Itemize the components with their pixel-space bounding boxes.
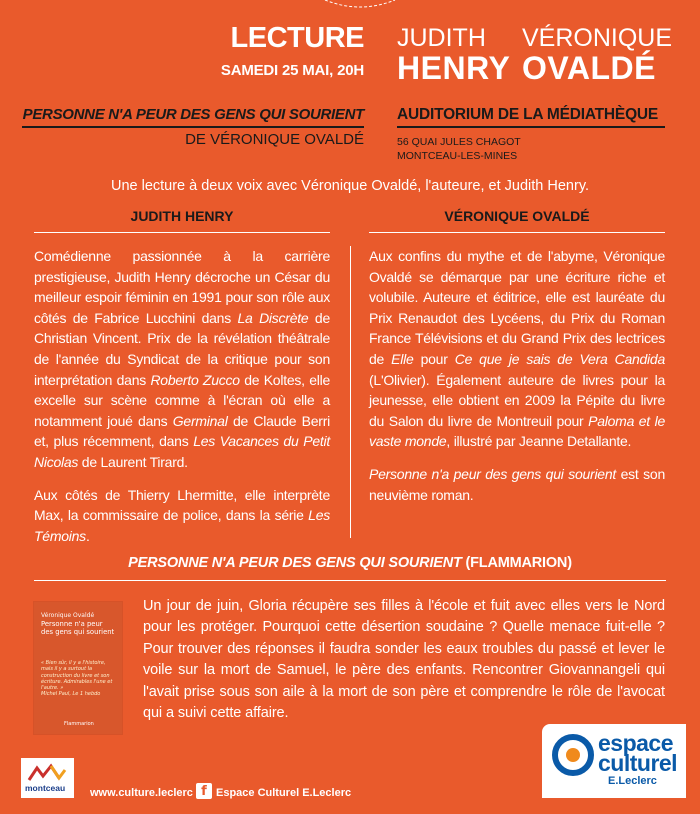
reader2-block <box>522 24 672 87</box>
book-section-heading <box>0 555 700 571</box>
left-column-heading: JUDITH HENRY <box>130 208 234 224</box>
book-section-publisher: (FLAMMARION) <box>461 555 572 571</box>
judith-bio-paragraph-1 <box>34 246 330 473</box>
cover-author: Véronique Ovaldé <box>41 612 95 619</box>
column-divider <box>350 246 351 538</box>
reader1-block <box>397 24 510 87</box>
montceau-logo-text: montceau <box>25 783 66 793</box>
right-heading-rule <box>369 232 665 233</box>
brand-word-culturel: culturel <box>598 750 678 776</box>
play-title: Roberto Zucco <box>150 371 240 388</box>
text-run: est son neuvième roman. <box>369 465 665 503</box>
book-summary: Un jour de juin, Gloria récupère ses filles à l'école et fuit avec elles vers le Nord pour les protéger. Pourquoi cette désertion soudaine ? Quelle menace fuit-elle ? Pour trouver des réponses il faudra sonder les eaux troubles du passé et lever le voile sur la mort de Samuel, le père des enfants. Rencontrer Giovannangeli qui l'avait prise sous son aile à la mort de son père et comprendre le rôle de l'avocat qui a suivi cette affaire. <box>143 598 665 722</box>
espace-culturel-logo <box>542 724 686 798</box>
book-title-underline <box>22 126 364 128</box>
right-column-heading: VÉRONIQUE OVALDÉ <box>444 208 590 224</box>
right-column-text <box>369 246 665 517</box>
book-title-ref: Personne n'a peur des gens qui sourient <box>369 465 617 482</box>
book-cover-image <box>34 602 122 734</box>
text-run: Aux confins du mythe et de l'abyme, Véronique Ovaldé se démarque par une écriture riche et volubile. Auteure et éditrice, elle est lauréate du Prix Renaudot des Lycéens, du Prix du Roman France Télévisions et du Grand Prix des lectrices de <box>369 248 665 367</box>
film-title: Germinal <box>172 412 228 429</box>
film-title: Les Vacances du Petit Nicolas <box>34 433 330 470</box>
text-run: de Koltes, elle excelle sur scène comme à l'écran où elle a notamment joué dans <box>34 371 330 429</box>
facebook-link[interactable]: Espace Culturel E.Leclerc <box>216 787 352 799</box>
magazine-title: Elle <box>391 350 414 367</box>
book-title-ref: Ce que je sais de Vera Candida <box>454 350 665 367</box>
cover-quote-text: « Bien sûr, il y a l'histoire, mais il y a surtout la construction du livre et son écriture. Admirables l'une et l'autre. » <box>41 660 113 692</box>
brand-leclerc: E.Leclerc <box>608 775 657 787</box>
text-run: (L'Olivier). Également auteure de livres pour la jeunesse, elle obtient en 2009 la Pépite du livre du Salon du livre de Montreuil pour <box>369 371 665 429</box>
top-arc-decoration <box>320 0 400 10</box>
book-section-rule <box>34 580 666 581</box>
text-run: Aux côtés de Thierry Lhermitte, elle interprète Max, la commissaire de police, dans la série <box>34 486 330 524</box>
event-date: SAMEDI 25 MAI, 20H <box>220 62 364 79</box>
text-run: . <box>85 527 90 544</box>
book-title: PERSONNE N'A PEUR DES GENS QUI SOURIENT <box>22 106 364 123</box>
cover-title: Personne n'a peur des gens qui sourient <box>41 620 115 636</box>
event-type: LECTURE <box>230 22 364 54</box>
cover-quote-source: Michel Paul, Le 1 hebdo <box>41 691 101 698</box>
text-run: de Claude Berri et, plus récemment, dans <box>34 412 330 450</box>
text-run: Comédienne passionnée à la carrière prestigieuse, Judith Henry décroche un César du meilleur espoir féminin en 1991 pour son rôle aux côtés de Fabrice Lucchini dans <box>34 248 330 326</box>
cover-publisher: Flammarion <box>64 721 94 727</box>
left-heading-rule <box>34 232 330 233</box>
montceau-logo <box>21 758 74 798</box>
text-run: de Christian Vincent. Prix de la révélation théâtrale de l'année du Syndicat de la critique pour son interprétation dans <box>34 309 331 388</box>
veronique-bio-paragraph-2 <box>369 464 665 505</box>
book-section-title: PERSONNE N'A PEUR DES GENS QUI SOURIENT <box>128 555 462 571</box>
film-title: La Discrète <box>237 309 309 326</box>
brand-word-espace: espace <box>598 730 674 756</box>
reader1-first-name: JUDITH <box>397 24 486 52</box>
reader1-last-name: HENRY <box>397 50 511 86</box>
text-run: , illustré par Jeanne Detallante. <box>446 433 632 450</box>
venue-name: AUDITORIUM DE LA MÉDIATHÈQUE <box>397 106 659 123</box>
venue-address <box>397 135 521 163</box>
judith-bio-paragraph-2 <box>34 485 330 547</box>
cover-quote <box>41 660 115 698</box>
book-title-ref: Paloma et le vaste monde <box>369 412 665 450</box>
left-column-text <box>34 246 330 558</box>
espace-culturel-emblem-icon <box>552 734 594 776</box>
text-run: pour <box>413 350 455 367</box>
book-author: DE VÉRONIQUE OVALDÉ <box>185 131 364 148</box>
series-title: Les Témoins <box>34 507 330 544</box>
venue-address-line2: MONTCEAU-LES-MINES <box>397 150 518 162</box>
venue-address-line1: 56 QUAI JULES CHAGOT <box>397 136 521 148</box>
veronique-bio-paragraph-1 <box>369 246 665 452</box>
reader2-first-name: VÉRONIQUE <box>522 24 673 52</box>
intro-text: Une lecture à deux voix avec Véronique Ovaldé, l'auteure, et Judith Henry. <box>110 178 590 194</box>
reader2-last-name: OVALDÉ <box>522 50 656 86</box>
text-run: de Laurent Tirard. <box>78 453 188 470</box>
website-link[interactable]: www.culture.leclerc <box>90 787 193 799</box>
venue-underline <box>397 126 665 128</box>
facebook-icon[interactable]: f <box>196 783 212 799</box>
